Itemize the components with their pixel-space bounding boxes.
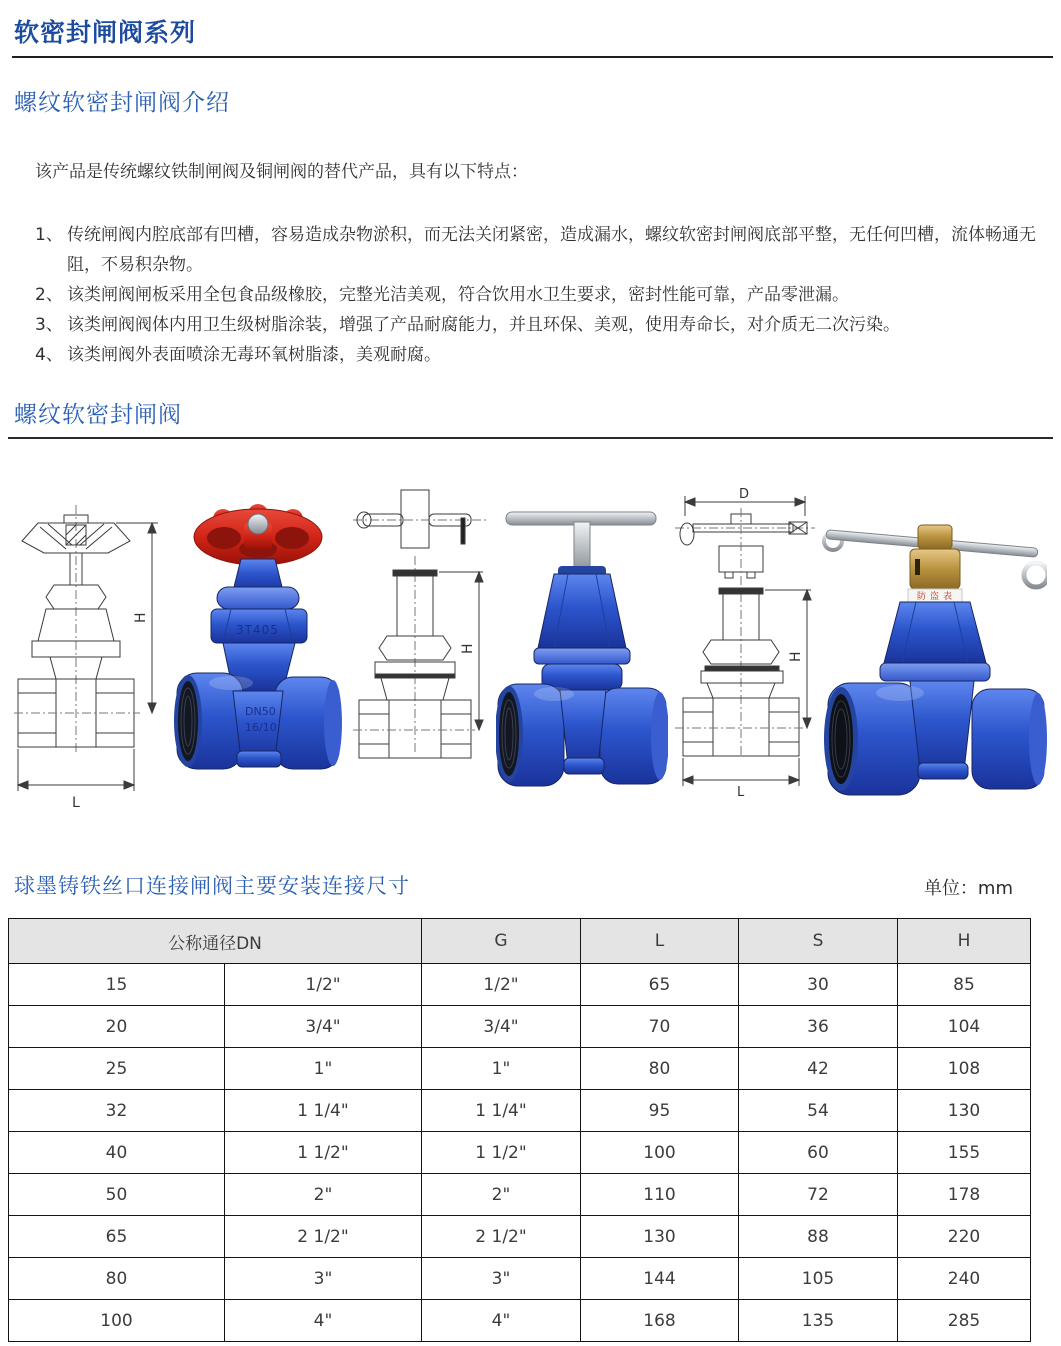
cell-g: 3" (422, 1258, 581, 1300)
cell-s: 105 (739, 1258, 898, 1300)
valve-drawing-key-dims (675, 488, 815, 800)
anti-theft-band-label: 防盗表 (916, 592, 956, 602)
table-row (9, 1090, 1031, 1132)
col-header-h: H (898, 919, 1031, 964)
cell-dn-mm: 40 (9, 1132, 225, 1174)
feature-number: 2、 (35, 285, 63, 305)
cell-g: 1" (422, 1048, 581, 1090)
feature-list (35, 220, 1039, 370)
dimensions-table (8, 918, 1031, 1342)
cell-dn-mm: 65 (9, 1216, 225, 1258)
dim-label-h: H (133, 612, 149, 623)
cell-dn-inch: 1" (225, 1048, 422, 1090)
valve-photo-brass-cap-key (822, 491, 1047, 806)
intro-heading: 螺纹软密封闸阀介绍 (14, 90, 230, 116)
cell-h: 178 (898, 1174, 1031, 1216)
table-row (9, 1132, 1031, 1174)
table-row (9, 964, 1031, 1006)
dim-label-d: D (738, 488, 749, 502)
cell-s: 54 (739, 1090, 898, 1132)
valve-pn-marking: 16/10 (245, 721, 277, 734)
feature-text: 该类闸阀外表面喷涂无毒环氧树脂漆，美观耐腐。 (67, 345, 441, 365)
cell-dn-mm: 32 (9, 1090, 225, 1132)
catalog-page (0, 13, 1061, 1346)
cell-s: 36 (739, 1006, 898, 1048)
dim-label-h: H (787, 651, 804, 662)
table-row (9, 1006, 1031, 1048)
valve-figure-strip (14, 483, 1047, 818)
col-header-s: S (739, 919, 898, 964)
cell-dn-inch: 2" (225, 1174, 422, 1216)
cell-h: 108 (898, 1048, 1031, 1090)
cell-g: 2" (422, 1174, 581, 1216)
page-title: 软密封闸阀系列 (14, 18, 197, 47)
feature-number: 3、 (35, 315, 63, 335)
dim-label-h: H (460, 643, 477, 654)
cell-l: 95 (581, 1090, 739, 1132)
cell-dn-mm: 25 (9, 1048, 225, 1090)
dim-label-l: L (72, 795, 80, 811)
feature-text: 该类闸阀闸板采用全包食品级橡胶，完整光洁美观，符合饮用水卫生要求，密封性能可靠，产品零泄漏。 (67, 285, 849, 305)
cell-h: 220 (898, 1216, 1031, 1258)
feature-number: 4、 (35, 345, 63, 365)
cell-h: 285 (898, 1300, 1031, 1342)
cell-s: 60 (739, 1132, 898, 1174)
feature-item (35, 340, 1039, 370)
cell-s: 72 (739, 1174, 898, 1216)
cell-l: 70 (581, 1006, 739, 1048)
cell-s: 88 (739, 1216, 898, 1258)
intro-lead: 该产品是传统螺纹铁制闸阀及铜闸阀的替代产品，具有以下特点： (35, 162, 528, 182)
cell-l: 144 (581, 1258, 739, 1300)
feature-text: 传统闸阀内腔底部有凹槽，容易造成杂物淤积，而无法关闭紧密，造成漏水，螺纹软密封闸阀底部平整，无任何凹槽，流体畅通无阻，不易积杂物。 (67, 225, 1036, 275)
cell-l: 168 (581, 1300, 739, 1342)
cell-h: 85 (898, 964, 1031, 1006)
dim-label-l: L (736, 785, 744, 800)
cell-dn-mm: 80 (9, 1258, 225, 1300)
valve-dn-marking: DN50 (245, 705, 276, 718)
cell-g: 1/2" (422, 964, 581, 1006)
cell-l: 110 (581, 1174, 739, 1216)
cell-dn-inch: 1 1/2" (225, 1132, 422, 1174)
cell-l: 100 (581, 1132, 739, 1174)
section-divider (8, 437, 1053, 439)
valve-photo-red-handwheel (171, 491, 346, 796)
cell-h: 240 (898, 1258, 1031, 1300)
feature-item (35, 280, 1039, 310)
cell-dn-inch: 4" (225, 1300, 422, 1342)
table-row (9, 1216, 1031, 1258)
cell-h: 130 (898, 1090, 1031, 1132)
cell-dn-inch: 1/2" (225, 964, 422, 1006)
valve-drawing-front-handwheel (14, 503, 164, 815)
cell-l: 130 (581, 1216, 739, 1258)
valve-photo-t-handle (496, 486, 668, 801)
col-header-l: L (581, 919, 739, 964)
cell-l: 80 (581, 1048, 739, 1090)
cell-dn-mm: 100 (9, 1300, 225, 1342)
cell-l: 65 (581, 964, 739, 1006)
table-row (9, 1258, 1031, 1300)
col-header-dn: 公称通径DN (9, 919, 422, 964)
cell-dn-mm: 15 (9, 964, 225, 1006)
cell-s: 135 (739, 1300, 898, 1342)
dimensions-heading: 球墨铸铁丝口连接闸阀主要安装连接尺寸 (14, 874, 410, 898)
cell-g: 3/4" (422, 1006, 581, 1048)
cell-dn-inch: 2 1/2" (225, 1216, 422, 1258)
cell-g: 1 1/2" (422, 1132, 581, 1174)
feature-item (35, 220, 1039, 280)
cell-dn-inch: 3" (225, 1258, 422, 1300)
cell-g: 1 1/4" (422, 1090, 581, 1132)
table-header-row (9, 919, 1031, 964)
unit-label: 单位：mm (923, 878, 1013, 899)
cell-g: 2 1/2" (422, 1216, 581, 1258)
cell-s: 42 (739, 1048, 898, 1090)
title-divider (12, 56, 1053, 58)
table-row (9, 1174, 1031, 1216)
cell-h: 155 (898, 1132, 1031, 1174)
cell-dn-mm: 50 (9, 1174, 225, 1216)
cell-h: 104 (898, 1006, 1031, 1048)
valve-drawing-side-cap (353, 486, 488, 788)
valve-cast-marking: 3T405 (236, 623, 280, 637)
col-header-g: G (422, 919, 581, 964)
cell-dn-inch: 3/4" (225, 1006, 422, 1048)
feature-item (35, 310, 1039, 340)
table-row (9, 1300, 1031, 1342)
dimensions-header-row (14, 870, 1041, 900)
feature-number: 1、 (35, 225, 63, 245)
cell-dn-mm: 20 (9, 1006, 225, 1048)
cell-dn-inch: 1 1/4" (225, 1090, 422, 1132)
product-heading: 螺纹软密封闸阀 (14, 402, 182, 428)
cell-g: 4" (422, 1300, 581, 1342)
feature-text: 该类闸阀阀体内用卫生级树脂涂装，增强了产品耐腐能力，并且环保、美观，使用寿命长，对介质无二次污染。 (67, 315, 900, 335)
cell-s: 30 (739, 964, 898, 1006)
table-row (9, 1048, 1031, 1090)
